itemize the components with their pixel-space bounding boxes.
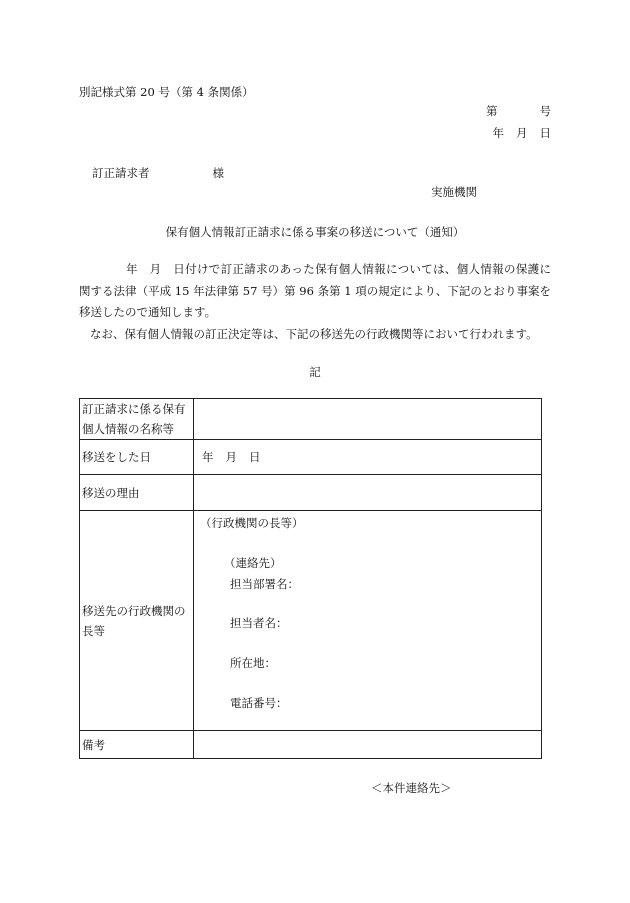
row5-label: 備考 bbox=[80, 731, 194, 759]
row4-dept: 担当部署名： bbox=[230, 577, 299, 591]
body-paragraph-2: なお、保有個人情報の訂正決定等は、下記の移送先の行政機関等において行われます。 bbox=[90, 326, 538, 341]
row4-label: 移送先の行政機関の長等 bbox=[80, 511, 194, 731]
row4-value bbox=[194, 511, 542, 731]
row3-label: 移送の理由 bbox=[80, 475, 194, 511]
document-number bbox=[486, 103, 551, 119]
row2-value bbox=[194, 440, 542, 475]
row1-value bbox=[194, 399, 542, 440]
row4-address: 所在地： bbox=[230, 656, 276, 670]
row4-contact: （連絡先） bbox=[224, 556, 282, 570]
row1-label: 訂正請求に係る保有個人情報の名称等 bbox=[80, 399, 194, 440]
contact-label: ＜本件連絡先＞ bbox=[371, 781, 452, 795]
row4-phone: 電話番号： bbox=[230, 696, 288, 710]
date-day: 日 bbox=[539, 126, 551, 140]
table-row bbox=[80, 399, 542, 440]
row2-year: 年 bbox=[202, 450, 214, 464]
row4-person: 担当者名： bbox=[230, 616, 288, 630]
table-row bbox=[80, 440, 542, 475]
doc-number-suffix: 号 bbox=[539, 104, 551, 118]
table-row bbox=[80, 731, 542, 759]
row2-month: 月 bbox=[225, 450, 237, 464]
requester-line bbox=[92, 165, 224, 181]
table-row bbox=[80, 475, 542, 511]
row2-label: 移送をした日 bbox=[80, 440, 194, 475]
body-text bbox=[79, 259, 551, 345]
date-month: 月 bbox=[516, 126, 528, 140]
row3-value bbox=[194, 475, 542, 511]
row5-value bbox=[194, 731, 542, 759]
body-paragraph-1: 年 月 日付けで訂正請求のあった保有個人情報については、個人情報の保護に関する法律（平成 15 年法律第 57 号）第 96 条第 1 項の規定により、下記のとおり事案を移送したので通知します。 bbox=[79, 262, 551, 319]
date-year: 年 bbox=[492, 126, 504, 140]
row2-day: 日 bbox=[249, 450, 261, 464]
requester-label: 訂正請求者 bbox=[92, 166, 150, 180]
document-title: 保有個人情報訂正請求に係る事案の移送について（通知） bbox=[165, 225, 465, 239]
ki-heading: 記 bbox=[309, 365, 321, 379]
transfer-table bbox=[79, 398, 542, 759]
table-row bbox=[80, 511, 542, 731]
row4-head: （行政機関の長等） bbox=[200, 516, 304, 530]
form-number: 別記様式第 20 号（第 4 条関係） bbox=[79, 85, 254, 99]
honorific: 様 bbox=[212, 166, 224, 180]
document-date bbox=[493, 125, 552, 141]
doc-number-prefix: 第 bbox=[486, 104, 498, 118]
agency-label: 実施機関 bbox=[431, 185, 477, 199]
